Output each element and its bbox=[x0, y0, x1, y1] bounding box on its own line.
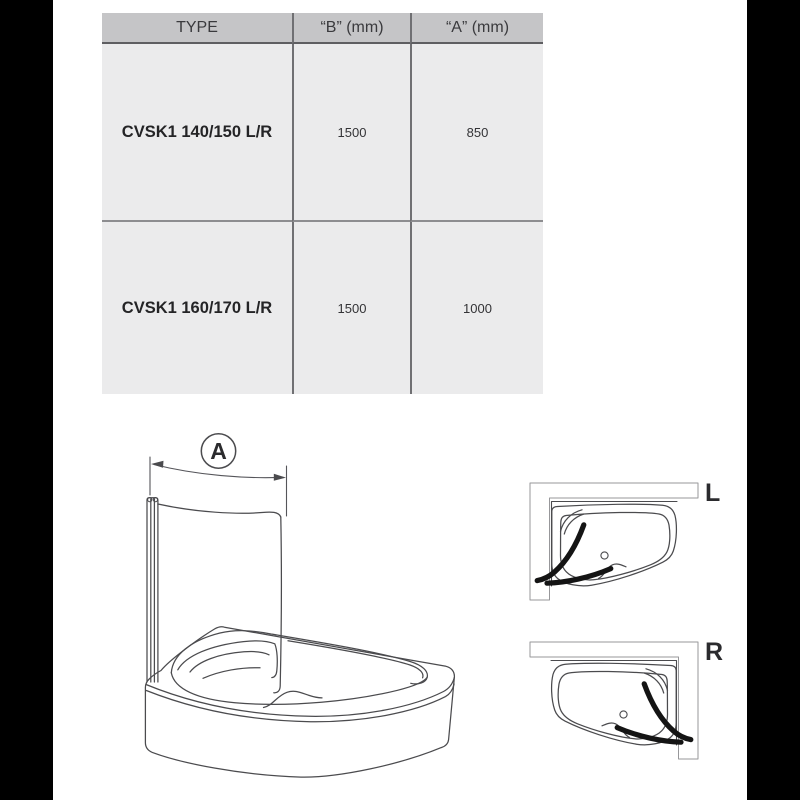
col-header-type: TYPE bbox=[102, 13, 292, 44]
bathtub-perspective bbox=[145, 627, 454, 777]
arrowhead-left-icon bbox=[151, 461, 164, 468]
table-row-type: CVSK1 140/150 L/R bbox=[102, 44, 292, 222]
dimension-label: A bbox=[210, 438, 227, 464]
orientation-label-right: R bbox=[705, 638, 724, 666]
table-row-a-value: 1000 bbox=[410, 222, 543, 394]
seat-curve-outer bbox=[178, 641, 277, 678]
seat-curve-inner bbox=[190, 652, 269, 672]
table-row-type: CVSK1 160/170 L/R bbox=[121, 298, 273, 317]
rim-step-detail bbox=[264, 691, 323, 707]
arrowhead-right-icon bbox=[274, 474, 286, 481]
seat-base-line bbox=[203, 668, 260, 679]
orientation-diagram-right bbox=[530, 642, 698, 759]
dimension-line bbox=[154, 465, 283, 478]
glass-top-edge bbox=[158, 504, 281, 517]
bathtub-outline bbox=[145, 627, 454, 777]
tub-outer-rim bbox=[552, 504, 677, 586]
table-row-b-value: 1500 bbox=[292, 222, 410, 394]
col-header-b-mm: “B” (mm) bbox=[292, 13, 410, 44]
dimension-a-callout bbox=[150, 434, 287, 516]
table-row-a-value: 850 bbox=[410, 44, 543, 222]
orientation-diagram-left bbox=[530, 483, 698, 600]
bowl-rim-lower bbox=[171, 673, 427, 705]
pivot-post bbox=[147, 498, 158, 682]
drain-icon bbox=[601, 552, 608, 559]
table-row-b-value: 1500 bbox=[292, 44, 410, 222]
col-header-a-mm: “A” (mm) bbox=[410, 13, 543, 44]
orientation-label-left: L bbox=[705, 479, 721, 507]
